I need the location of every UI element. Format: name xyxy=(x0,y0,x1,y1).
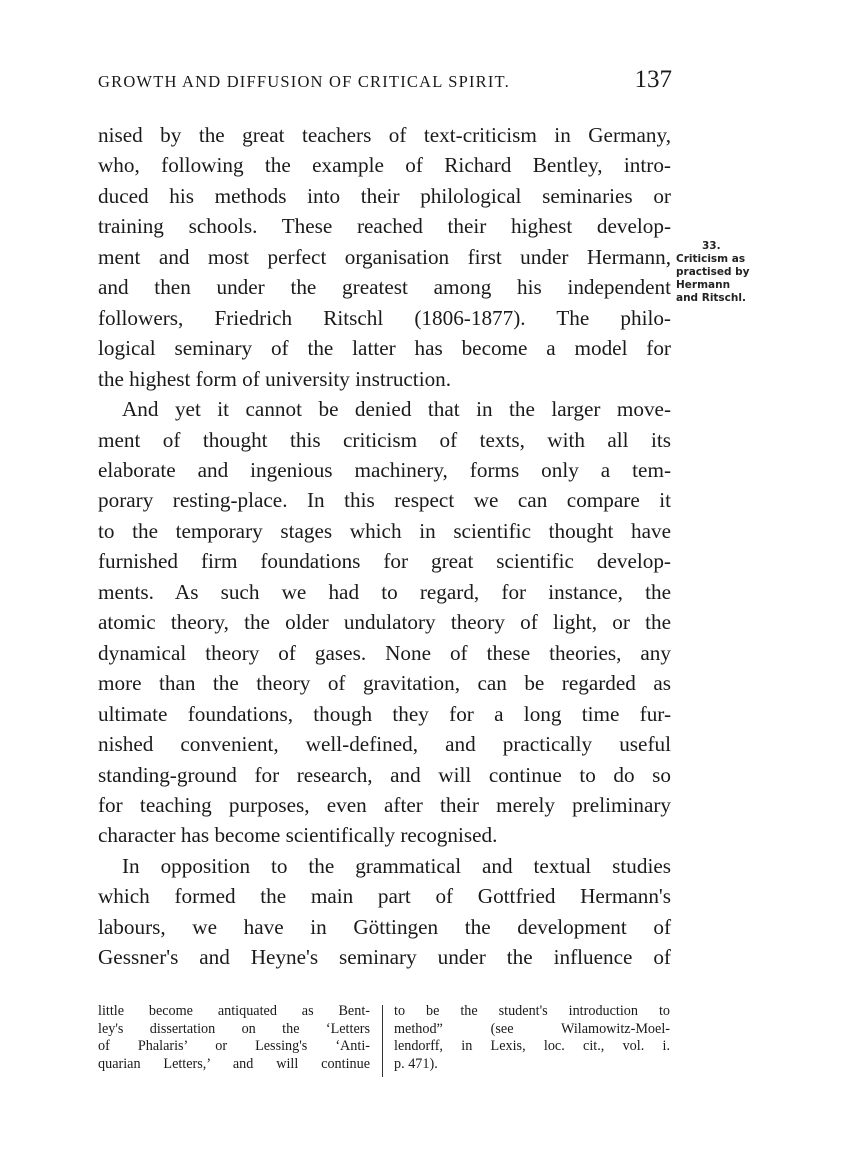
text-line: logical seminary of the latter has become a model for xyxy=(98,336,671,361)
paragraph xyxy=(98,851,671,973)
text-line: nised by the great teachers of text-criticism in Germany, xyxy=(98,123,671,147)
text-line: training schools. These reached their highest develop- xyxy=(98,214,671,239)
text-line: the highest form of university instruction. xyxy=(98,366,452,391)
footnote-line: quarian Letters,’ and will continue xyxy=(98,1055,370,1072)
paragraph xyxy=(98,394,671,851)
margin-note-line: Hermann xyxy=(676,279,731,291)
text-line: ment and most perfect organisation first under Hermann, xyxy=(98,244,671,269)
text-line: porary resting-place. In this respect we can compare it xyxy=(98,488,671,513)
margin-note-line: practised by xyxy=(676,266,750,278)
text-line: standing-ground for research, and will continue to do so xyxy=(98,762,671,787)
running-title: GROWTH AND DIFFUSION OF CRITICAL SPIRIT. xyxy=(98,72,510,91)
text-line: more than the theory of gravitation, can be regarded as xyxy=(98,671,671,696)
text-line: elaborate and ingenious machinery, forms only a tem- xyxy=(98,457,671,482)
page-number: 137 xyxy=(634,66,672,93)
footnote-left-column xyxy=(98,1003,370,1073)
text-line: who, following the example of Richard Bentley, intro- xyxy=(98,153,671,178)
margin-note-number: 33. xyxy=(702,240,721,252)
footnote-line: p. 471). xyxy=(394,1055,438,1072)
footnote-line: method” (see Wilamowitz-Moel- xyxy=(394,1020,670,1037)
text-line: followers, Friedrich Ritschl (1806-1877). The philo- xyxy=(98,305,671,330)
text-line: to the temporary stages which in scientific thought have xyxy=(98,518,671,543)
text-line: labours, we have in Göttingen the development of xyxy=(98,914,671,939)
text-line: atomic theory, the older undulatory theory of light, or the xyxy=(98,610,671,635)
text-line: which formed the main part of Gottfried Hermann's xyxy=(98,884,671,909)
margin-note xyxy=(676,240,776,305)
text-line: dynamical theory of gases. None of these theories, any xyxy=(98,640,671,665)
text-line: And yet it cannot be denied that in the larger move- xyxy=(122,397,671,422)
margin-note-line: Criticism as xyxy=(676,253,746,265)
running-header xyxy=(98,66,672,93)
paragraph xyxy=(98,120,671,394)
footnote-line: ley's dissertation on the ‘Letters xyxy=(98,1020,370,1037)
margin-note-line: and Ritschl. xyxy=(676,292,746,304)
footnote-line: lendorff, in Lexis, loc. cit., vol. i. xyxy=(394,1038,670,1055)
text-line: duced his methods into their philological seminaries or xyxy=(98,183,671,208)
footnote-line: to be the student's introduction to xyxy=(394,1003,670,1019)
footnote-line: little become antiquated as Bent- xyxy=(98,1003,370,1019)
text-line: ments. As such we had to regard, for instance, the xyxy=(98,579,671,604)
text-line: and then under the greatest among his independent xyxy=(98,275,671,300)
text-line: In opposition to the grammatical and textual studies xyxy=(122,853,671,878)
main-text xyxy=(98,120,671,973)
text-line: ment of thought this criticism of texts, with all its xyxy=(98,427,671,452)
text-line: furnished firm foundations for great scientific develop- xyxy=(98,549,671,574)
footnote-divider xyxy=(382,1005,383,1077)
text-line: Gessner's and Heyne's seminary under the influence of xyxy=(98,945,671,970)
text-line: for teaching purposes, even after their merely preliminary xyxy=(98,792,671,817)
footnotes xyxy=(98,1003,671,1079)
text-line: character has become scientifically recognised. xyxy=(98,823,498,848)
text-line: ultimate foundations, though they for a long time fur- xyxy=(98,701,671,726)
footnote-right-column xyxy=(394,1003,670,1073)
footnote-line: of Phalaris’ or Lessing's ‘Anti- xyxy=(98,1038,370,1055)
text-line: nished convenient, well-defined, and practically useful xyxy=(98,732,671,757)
